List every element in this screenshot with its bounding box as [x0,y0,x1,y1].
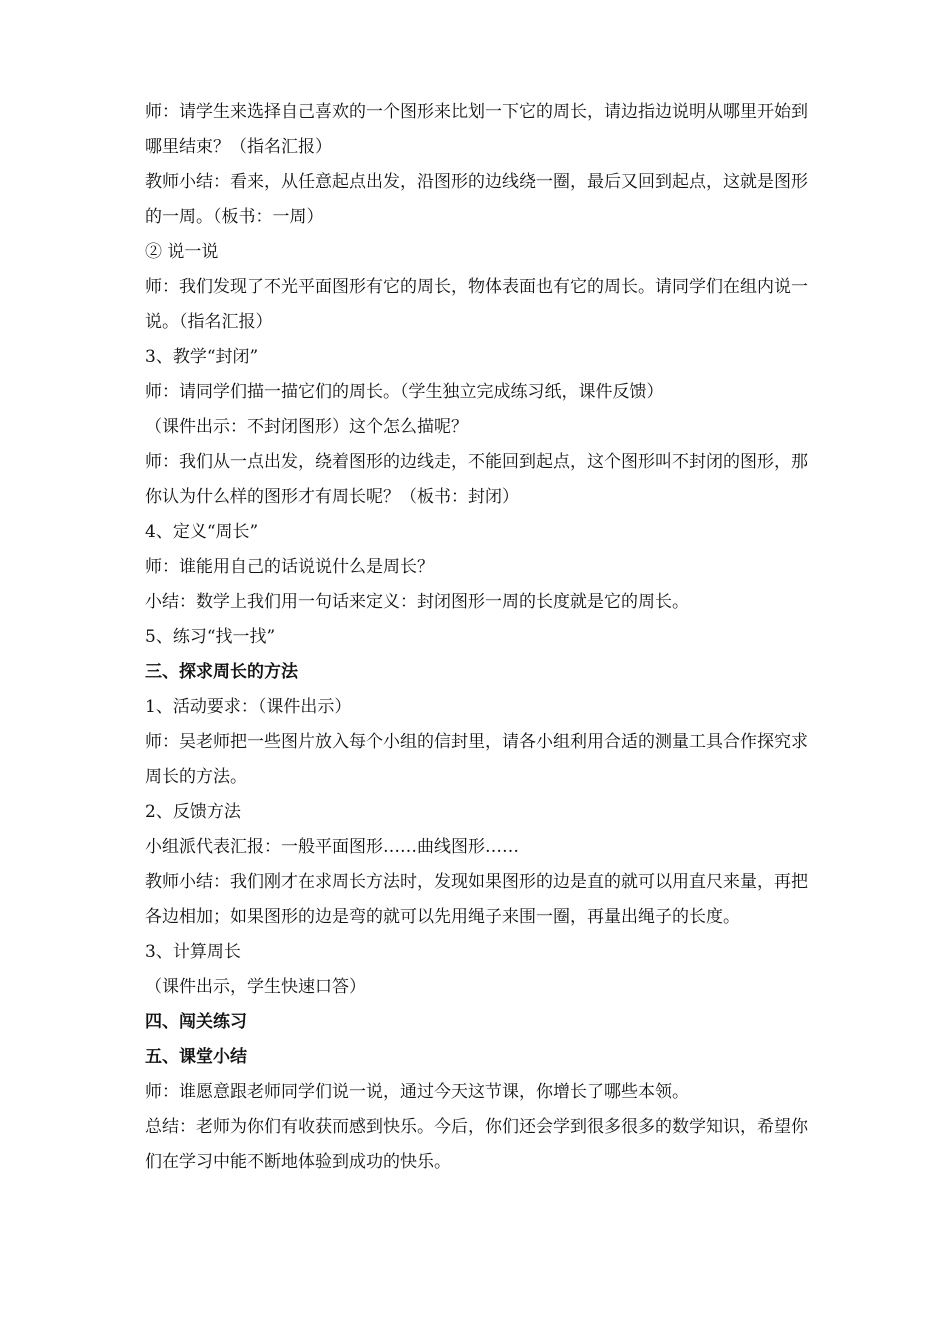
paragraph-define-perimeter: 4、定义“周长” [145,522,259,542]
section-heading-summary: 五、课堂小结 [145,1047,247,1067]
paragraph-demo-perimeter: 师：请学生来选择自己喜欢的一个图形来比划一下它的周长，请边指边说明从哪里开始到哪里结束？（指名汇报） [145,102,808,157]
paragraph-teacher-summary-2: 教师小结：我们刚才在求周长方法时，发现如果图形的边是直的就可以用直尺来量，再把各边相加；如果图形的边是弯的就可以先用绳子来围一圈，再量出绳子的长度。 [145,872,808,927]
paragraph-open-shape: （课件出示：不封闭图形）这个怎么描呢？ [145,417,468,437]
paragraph-teacher-summary-1: 教师小结：看来，从任意起点出发，沿图形的边线绕一圈，最后又回到起点，这就是图形的一周。（板书：一周） [145,172,808,227]
paragraph-activity-requirements: 1、活动要求：（课件出示） [145,697,352,717]
section-heading-challenge: 四、闯关练习 [145,1012,247,1032]
paragraph-who-willing: 师：谁愿意跟老师同学们说一说，通过今天这节课，你增长了哪些本领。 [145,1082,689,1102]
paragraph-final-summary: 总结：老师为你们有收获而感到快乐。今后，你们还会学到很多很多的数学知识，希望你们在学习中能不断地体验到成功的快乐。 [145,1117,808,1172]
paragraph-calculate-perimeter: 3、计算周长 [145,942,241,962]
paragraph-feedback-methods: 2、反馈方法 [145,802,241,822]
paragraph-group-report: 小组派代表汇报：一般平面图形……曲线图形…… [145,837,519,857]
paragraph-definition: 小结：数学上我们用一句话来定义：封闭图形一周的长度就是它的周长。 [145,592,689,612]
paragraph-not-closed: 师：我们从一点出发，绕着图形的边线走，不能回到起点，这个图形叫不封闭的图形，那你认为什么样的图形才有周长呢？（板书：封闭） [145,452,808,507]
paragraph-who-can-say: 师：谁能用自己的话说说什么是周长？ [145,557,434,577]
paragraph-say-it: ② 说一说 [145,242,219,262]
paragraph-quick-answer: （课件出示，学生快速口答） [145,977,366,997]
paragraph-trace: 师：请同学们描一描它们的周长。（学生独立完成练习纸，课件反馈） [145,382,664,402]
paragraph-object-surface: 师：我们发现了不光平面图形有它的周长，物体表面也有它的周长。请同学们在组内说一说。（指名汇报） [145,277,808,332]
paragraph-teach-closed: 3、教学“封闭” [145,347,259,367]
document-body [145,95,810,1180]
paragraph-find-it: 5、练习“找一找” [145,627,276,647]
section-heading-methods: 三、探求周长的方法 [145,662,298,682]
paragraph-envelope: 师：吴老师把一些图片放入每个小组的信封里，请各小组利用合适的测量工具合作探究求周长的方法。 [145,732,808,787]
